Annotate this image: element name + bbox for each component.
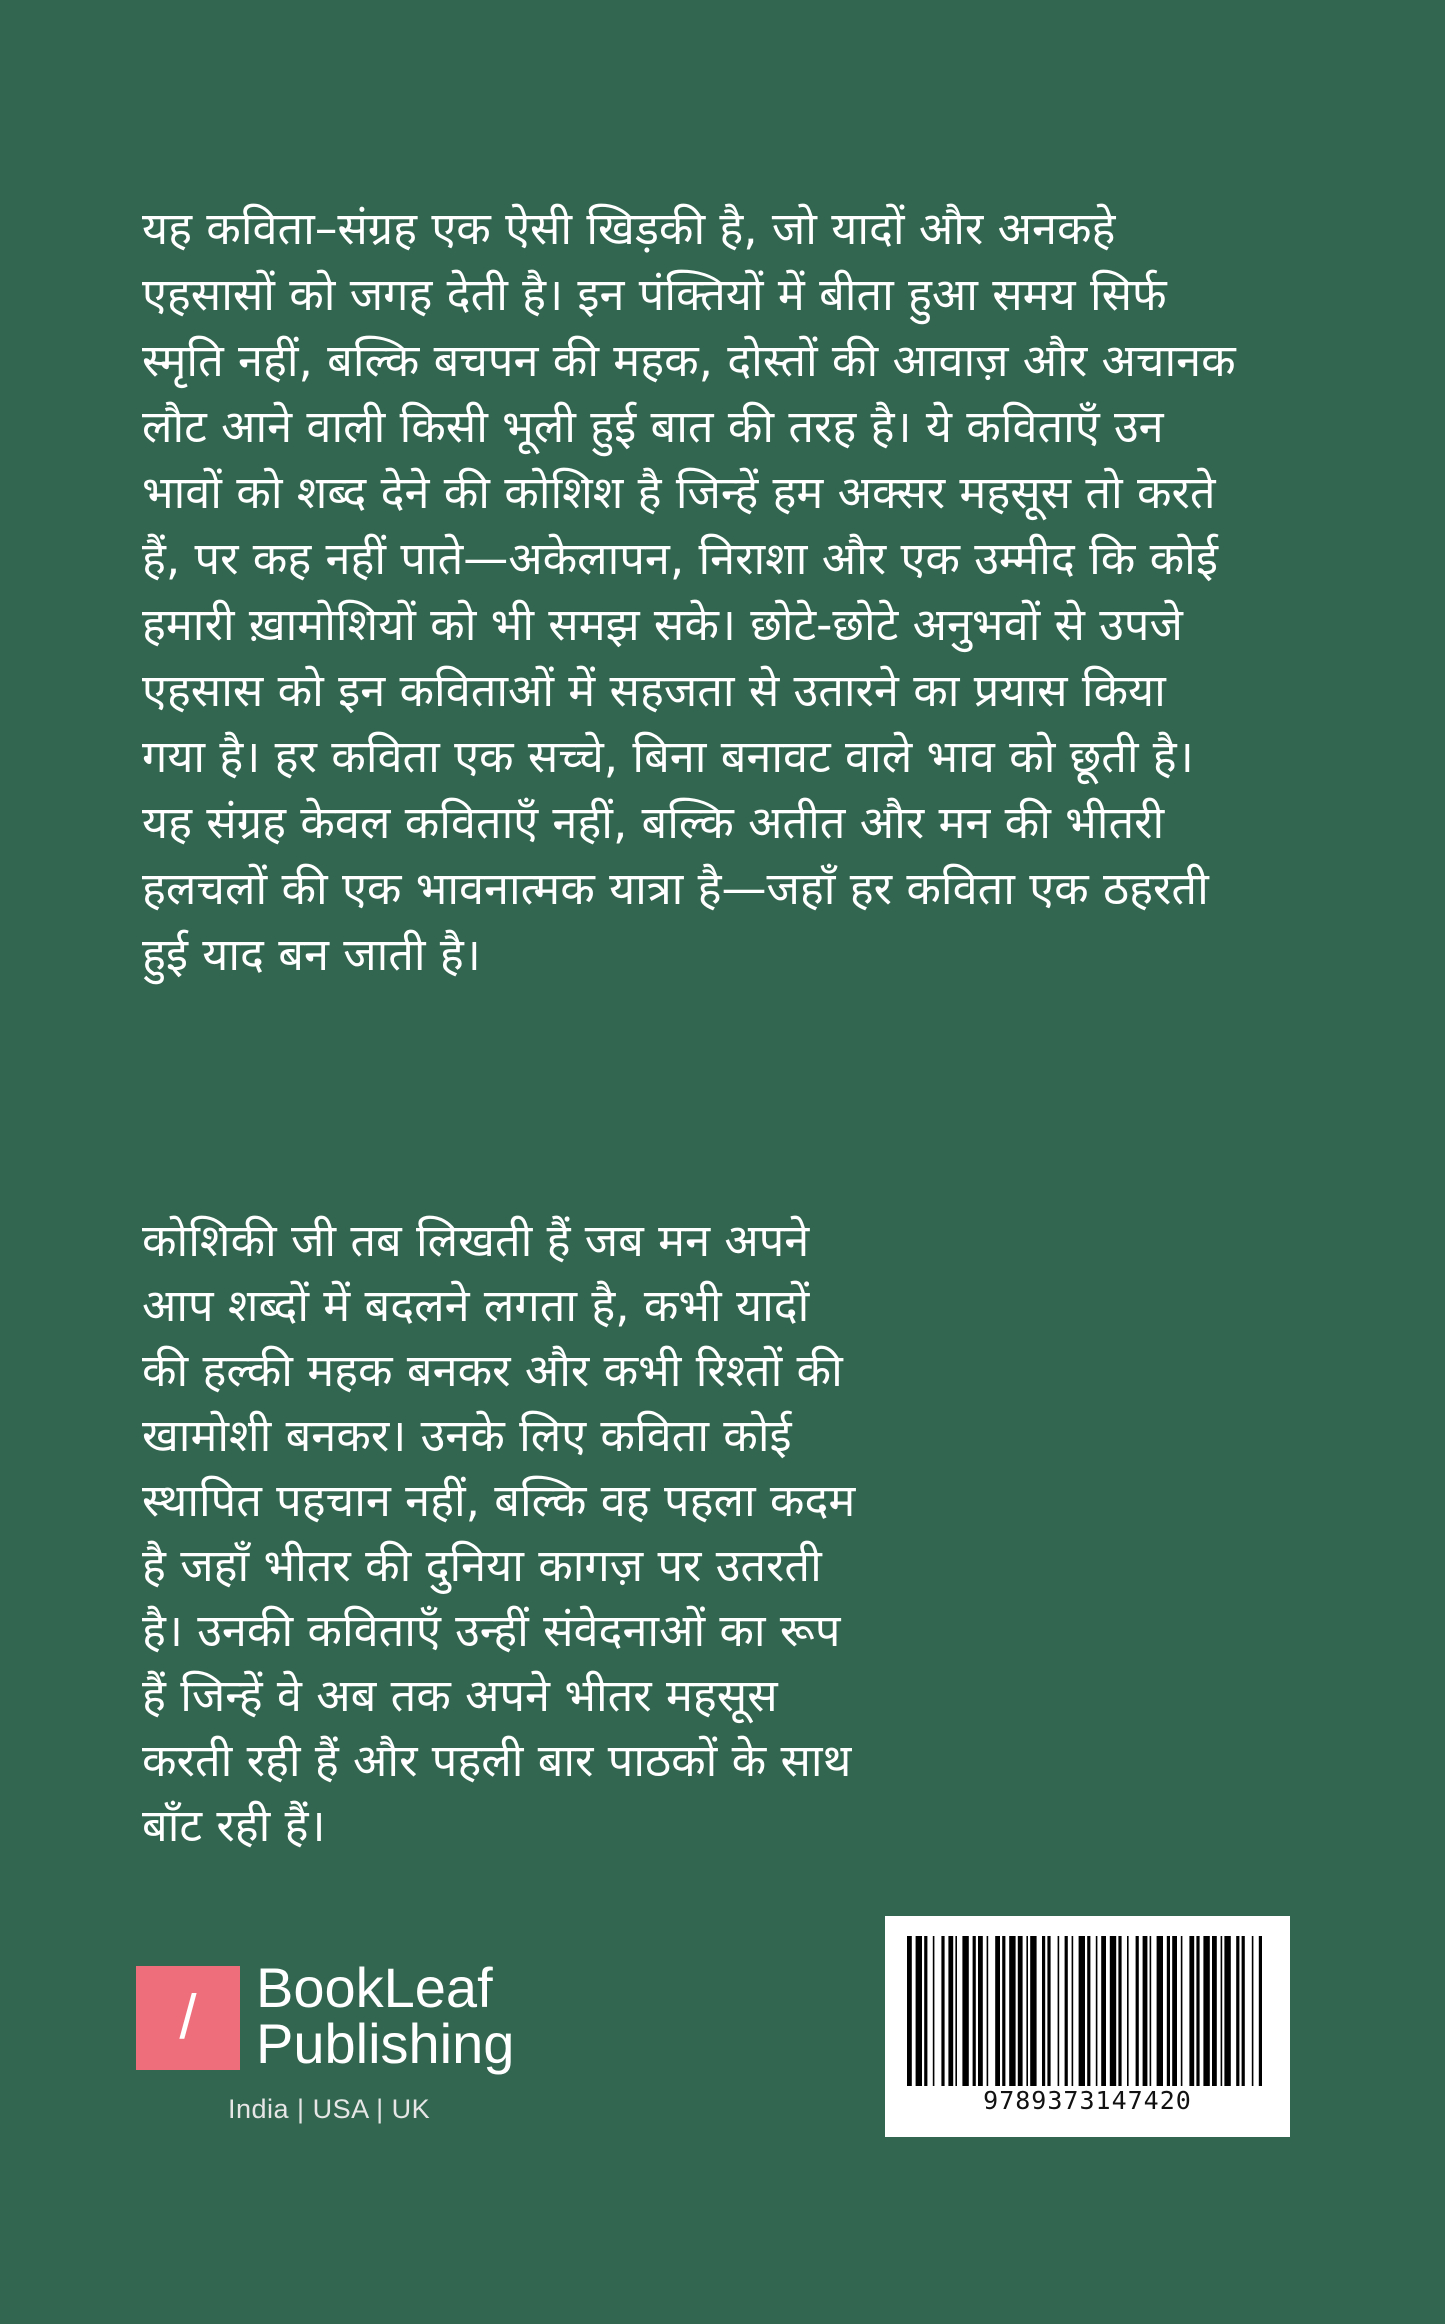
author-bio: कोशिकी जी तब लिखती हैं जब मन अपने आप शब्दों में बदलने लगता है, कभी यादों की हल्की महक बनकर और कभी रिश्तों की खामोशी बनकर। उनके लिए कविता कोई स्थापित पहचान नहीं, बल्कि वह पहला कदम है जहाँ भीतर की दुनिया कागज़ पर उतरती है। उनकी कविताएँ उन्हीं संवेदनाओं का रूप हैं जिन्हें वे अब तक अपने भीतर महसूस करती रही हैं और पहली बार पाठकों के साथ बाँट रही हैं। — [142, 1214, 856, 1852]
isbn-number: 9789373147420 — [983, 2086, 1192, 2115]
barcode-bar — [1026, 1936, 1028, 2086]
barcode-bar — [907, 1936, 912, 2086]
barcode-bar — [1065, 1936, 1068, 2086]
publisher-name — [256, 1956, 515, 2075]
barcode-bar — [1002, 1936, 1005, 2086]
barcode-bar — [1096, 1936, 1098, 2086]
barcode-bar — [1236, 1936, 1239, 2086]
barcode-bar — [1143, 1936, 1148, 2086]
barcode-bars — [907, 1936, 1268, 2086]
barcode-bar — [1150, 1936, 1152, 2086]
barcode-bar — [978, 1936, 983, 2086]
barcode-bar — [1221, 1936, 1223, 2086]
barcode-bar — [1224, 1936, 1230, 2086]
barcode-bar — [924, 1936, 927, 2086]
barcode-bar — [973, 1936, 976, 2086]
barcode-bar — [1118, 1936, 1121, 2086]
publisher-name-line2: Publishing — [256, 2012, 515, 2075]
publisher-block — [136, 1956, 616, 2146]
barcode-bar — [1101, 1936, 1106, 2086]
barcode-bar — [1072, 1936, 1074, 2086]
barcode-bar — [1127, 1936, 1129, 2086]
barcode-bar — [1009, 1936, 1015, 2086]
barcode-bar — [1042, 1936, 1045, 2086]
barcode-bar — [962, 1936, 968, 2086]
isbn-barcode — [885, 1916, 1290, 2137]
barcode-bar — [916, 1936, 922, 2086]
barcode-bar — [955, 1936, 957, 2086]
barcode-bar — [1203, 1936, 1209, 2086]
barcode-bar — [1196, 1936, 1199, 2086]
barcode-bar — [1087, 1936, 1090, 2086]
barcode-bar — [948, 1936, 953, 2086]
barcode-bar — [1030, 1936, 1036, 2086]
barcode-bar — [1181, 1936, 1183, 2086]
publisher-logo — [136, 1966, 240, 2070]
barcode-bar — [941, 1936, 944, 2086]
publisher-name-line1: BookLeaf — [256, 1956, 493, 2019]
barcode-bar — [995, 1936, 1000, 2086]
barcode-bar — [1079, 1936, 1085, 2086]
barcode-bar — [1259, 1936, 1262, 2086]
barcode-bar — [1242, 1936, 1245, 2086]
publisher-locations: India | USA | UK — [228, 2094, 431, 2124]
barcode-bar — [1212, 1936, 1217, 2086]
barcode-bar — [1172, 1936, 1177, 2086]
barcode-bar — [1136, 1936, 1139, 2086]
barcode-bar — [933, 1936, 935, 2086]
barcode-bar — [1252, 1936, 1254, 2086]
publisher-logo-glyph: / — [179, 1983, 197, 2052]
book-blurb: यह कविता–संग्रह एक ऐसी खिड़की है, जो यादों और अनकहे एहसासों को जगह देती है। इन पंक्तियों में बीता हुआ समय सिर्फ स्मृति नहीं, बल्कि बचपन की महक, दोस्तों की आवाज़ और अचानक लौट आने वाली किसी भूली हुई बात की तरह है। ये कविताएँ उन भावों को शब्द देने की कोशिश है जिन्हें हम अक्सर महसूस तो करते हैं, पर कह नहीं पाते—अकेलापन, निराशा और एक उम्मीद कि कोई हमारी ख़ामोशियों को भी समझ सके। छोटे-छोटे अनुभवों से उपजे एहसास को इन कविताओं में सहजता से उतारने का प्रयास किया गया है। हर कविता एक सच्चे, बिना बनावट वाले भाव को छूती है। यह संग्रह केवल कविताएँ नहीं, बल्कि अतीत और मन की भीतरी हलचलों की एक भावनात्मक यात्रा है—जहाँ हर कविता एक ठहरती हुई याद बन जाती है। — [142, 202, 1236, 981]
barcode-bar — [987, 1936, 989, 2086]
barcode-bar — [1157, 1936, 1163, 2086]
barcode-bar — [1110, 1936, 1116, 2086]
barcode-bar — [1018, 1936, 1023, 2086]
barcode-bar — [1047, 1936, 1050, 2086]
barcode-bar — [1167, 1936, 1170, 2086]
barcode-bar — [1058, 1936, 1060, 2086]
barcode-bar — [1189, 1936, 1194, 2086]
